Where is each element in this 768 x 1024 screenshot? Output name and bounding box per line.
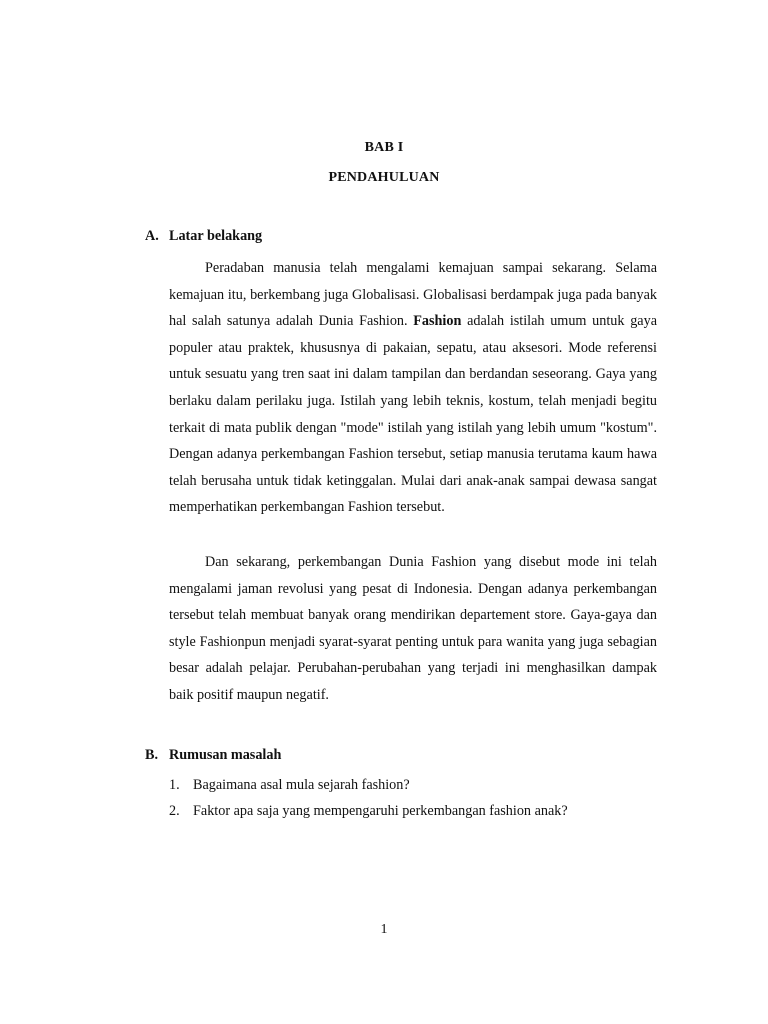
- page-number: 1: [380, 922, 388, 937]
- paragraph-text: Peradaban manusia telah mengalami kemajuan sampai sekarang. Selama kemajuan itu, berkembang juga Globalisasi. Globalisasi berdampak juga pada banyak hal salah satunya adalah Dunia Fashion.: [169, 260, 657, 330]
- paragraph-latar-belakang-2: Dan sekarang, perkembangan Dunia Fashion yang disebut mode ini telah mengalami jaman revolusi yang pesat di Indonesia. Dengan adanya perkembangan tersebut telah membuat banyak orang mendirikan departement store. Gaya-gaya dan style Fashionpun menjadi syarat-syarat penting untuk para wanita yang juga sebagian besar adalah pelajar. Perubahan-perubahan yang terjadi ini menghasilkan dampak baik positif maupun negatif.: [169, 554, 657, 703]
- section-heading-latar-belakang: [145, 228, 262, 245]
- paragraph-text: adalah istilah umum untuk gaya populer atau praktek, khususnya di pakaian, sepatu, atau aksesori. Mode referensi untuk sesuatu yang tren saat ini dalam tampilan dan berdandan seseorang. Gaya yang berlaku dalam perilaku juga. Istilah yang lebih teknis, kostum, telah menjadi begitu terkait di mata publik dengan "mode" istilah yang istilah yang lebih umum "kostum". Dengan adanya perkembangan Fashion tersebut, setiap manusia terutama kaum hawa telah berusaha untuk tidak ketinggalan. Mulai dari anak-anak sampai dewasa sangat memperhatikan perkembangan Fashion tersebut.: [169, 313, 657, 516]
- chapter-number: BAB I: [364, 140, 404, 155]
- list-item: [169, 772, 568, 798]
- bold-term-fashion: Fashion: [413, 313, 462, 330]
- list-item-text: Faktor apa saja yang mempengaruhi perkembangan fashion anak?: [193, 803, 568, 819]
- section-letter: A.: [145, 228, 159, 244]
- list-item-number: 2.: [169, 803, 180, 819]
- list-item-text: Bagaimana asal mula sejarah fashion?: [193, 777, 410, 793]
- list-item-number: 1.: [169, 777, 180, 793]
- list-item: [169, 798, 568, 824]
- problem-list: [169, 772, 568, 824]
- section-letter: B.: [145, 747, 159, 763]
- chapter-title: PENDAHULUAN: [328, 170, 440, 185]
- paragraph-latar-belakang-1: [169, 255, 657, 521]
- section-heading-text: Rumusan masalah: [169, 747, 282, 763]
- section-heading-text: Latar belakang: [169, 228, 263, 244]
- section-heading-rumusan-masalah: [145, 747, 281, 764]
